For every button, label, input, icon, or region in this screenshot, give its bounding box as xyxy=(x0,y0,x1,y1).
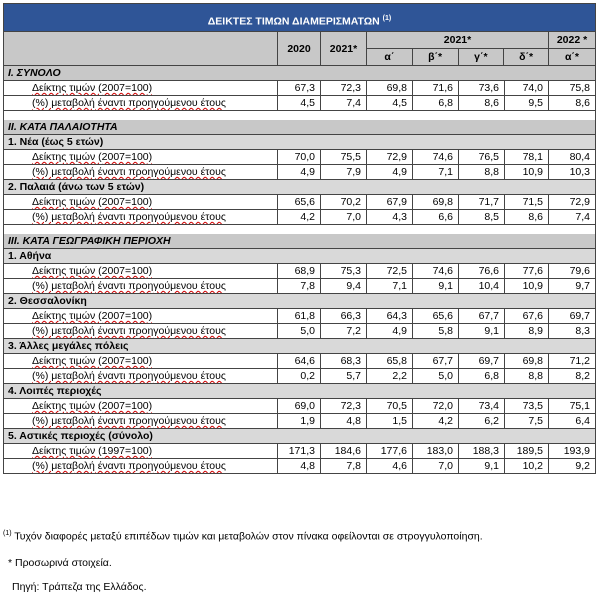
row-label: (%) μεταβολή έναντι προηγούμενου έτους xyxy=(3,369,278,384)
table-cell: 61,8 xyxy=(278,309,321,324)
table-cell: 78,1 xyxy=(505,150,549,165)
table-cell: 71,5 xyxy=(505,195,549,210)
row-label: Δείκτης τιμών (2007=100) xyxy=(3,195,278,210)
header-q2: β΄* xyxy=(413,49,459,66)
table-cell: 7,0 xyxy=(321,210,367,225)
subsection-athens: 1. Αθήνα xyxy=(3,249,596,264)
header-q4: δ΄* xyxy=(519,51,534,63)
table-cell: 67,7 xyxy=(413,354,459,369)
table-cell: 80,4 xyxy=(549,150,596,165)
row-label: (%) μεταβολή έναντι προηγούμενου έτους xyxy=(3,414,278,429)
table-row xyxy=(3,414,596,429)
table-cell: 79,6 xyxy=(549,264,596,279)
table-cell: 9,4 xyxy=(321,279,367,294)
table-cell: 73,5 xyxy=(505,399,549,414)
table-cell: 183,0 xyxy=(413,444,459,459)
table-cell: 8,3 xyxy=(549,324,596,339)
table-row xyxy=(3,150,596,165)
table-cell: 9,1 xyxy=(459,324,505,339)
row-label: (%) μεταβολή έναντι προηγούμενου έτους xyxy=(3,279,278,294)
table-cell: 5,7 xyxy=(321,369,367,384)
table-cell: 4,3 xyxy=(367,210,413,225)
header-q3: γ΄* xyxy=(459,49,505,66)
table-cell: 4,2 xyxy=(413,414,459,429)
table-row xyxy=(3,96,596,111)
footnote-rounding: $^{(1)}$ Τυχόν διαφορές μεταξύ επιπέδων τιμών και μεταβολών στον πίνακα οφείλονται σε στρογγυλοποίηση. xyxy=(3,530,483,543)
table-cell: 7,2 xyxy=(321,324,367,339)
table-cell: 8,8 xyxy=(459,165,505,180)
table-cell: 8,6 xyxy=(459,96,505,111)
table-cell: 8,2 xyxy=(549,369,596,384)
table-cell: 75,3 xyxy=(321,264,367,279)
table-row xyxy=(3,264,596,279)
table-cell: 4,9 xyxy=(367,324,413,339)
row-label: Δείκτης τιμών (2007=100) xyxy=(3,81,278,96)
table-cell: 4,8 xyxy=(278,459,321,474)
table-row xyxy=(3,210,596,225)
table-cell: 189,5 xyxy=(505,444,549,459)
table-row xyxy=(3,354,596,369)
table-cell: 7,9 xyxy=(321,165,367,180)
table-cell: 75,5 xyxy=(321,150,367,165)
footnote-source: Πηγή: Τράπεζα της Ελλάδος. xyxy=(12,581,147,593)
subsection-big-cities: 3. Άλλες μεγάλες πόλεις xyxy=(3,339,596,354)
table-cell: 67,9 xyxy=(367,195,413,210)
table-row xyxy=(3,399,596,414)
table-cell: 5,8 xyxy=(413,324,459,339)
table-cell: 9,5 xyxy=(505,96,549,111)
table-cell: 70,0 xyxy=(278,150,321,165)
table-cell: 7,8 xyxy=(278,279,321,294)
table-row xyxy=(3,195,596,210)
table-cell: 7,4 xyxy=(321,96,367,111)
table-row xyxy=(3,279,596,294)
table-row xyxy=(3,369,596,384)
table-cell: 65,8 xyxy=(367,354,413,369)
table-cell: 64,6 xyxy=(278,354,321,369)
table-cell: 6,6 xyxy=(413,210,459,225)
table-cell: 4,9 xyxy=(278,165,321,180)
table-cell: 72,0 xyxy=(413,399,459,414)
table-cell: 8,9 xyxy=(505,324,549,339)
table-cell: 74,6 xyxy=(413,264,459,279)
table-cell: 193,9 xyxy=(549,444,596,459)
subsection-thessaloniki: 2. Θεσσαλονίκη xyxy=(3,294,596,309)
row-label: Δείκτης τιμών (2007=100) xyxy=(3,354,278,369)
row-label: Δείκτης τιμών (2007=100) xyxy=(3,150,278,165)
table-row xyxy=(3,81,596,96)
table-cell: 10,2 xyxy=(505,459,549,474)
subsection-new: 1. Νέα (έως 5 ετών) xyxy=(3,135,596,150)
table-cell: 1,9 xyxy=(278,414,321,429)
subsection-rest: 4. Λοιπές περιοχές xyxy=(3,384,596,399)
table-cell: 9,2 xyxy=(549,459,596,474)
table-cell: 9,1 xyxy=(459,459,505,474)
table-cell: 67,7 xyxy=(459,309,505,324)
table-cell: 8,6 xyxy=(505,210,549,225)
table-cell: 6,2 xyxy=(459,414,505,429)
table-cell: 6,8 xyxy=(459,369,505,384)
table-title: ΔΕΙΚΤΕΣ ΤΙΜΩΝ ΔΙΑΜΕΡΙΣΜΑΤΩΝ $^{(1)}$ xyxy=(3,3,596,32)
table-cell: 65,6 xyxy=(278,195,321,210)
table-cell: 76,6 xyxy=(459,264,505,279)
table-cell: 6,4 xyxy=(549,414,596,429)
table-cell: 9,7 xyxy=(549,279,596,294)
table-cell: 188,3 xyxy=(459,444,505,459)
table-cell: 70,5 xyxy=(367,399,413,414)
section-age: ΙΙ. ΚΑΤΑ ΠΑΛΑΙΟΤΗΤΑ xyxy=(3,120,596,135)
table-cell: 71,6 xyxy=(413,81,459,96)
table-header xyxy=(3,32,596,66)
table-cell: 177,6 xyxy=(367,444,413,459)
table-cell: 9,1 xyxy=(413,279,459,294)
table-cell: 4,5 xyxy=(367,96,413,111)
header-2022: 2022 * α΄* xyxy=(549,32,596,66)
table-cell: 66,3 xyxy=(321,309,367,324)
row-label: Δείκτης τιμών (2007=100) xyxy=(3,264,278,279)
table-cell: 0,2 xyxy=(278,369,321,384)
table-row xyxy=(3,459,596,474)
table-cell: 75,1 xyxy=(549,399,596,414)
table-cell: 7,0 xyxy=(413,459,459,474)
header-2021-quarters: 2021* α΄ β΄* γ΄* δ΄* xyxy=(367,32,549,66)
table-cell: 10,9 xyxy=(505,165,549,180)
table-cell: 69,7 xyxy=(549,309,596,324)
table-cell: 7,4 xyxy=(549,210,596,225)
row-label: (%) μεταβολή έναντι προηγούμενου έτους xyxy=(3,96,278,111)
section-total: Ι. ΣΥΝΟΛΟ xyxy=(3,66,596,81)
table-cell: 8,6 xyxy=(549,96,596,111)
row-label: Δείκτης τιμών (2007=100) xyxy=(3,399,278,414)
table-cell: 69,7 xyxy=(459,354,505,369)
table-cell: 72,9 xyxy=(367,150,413,165)
table-cell: 72,9 xyxy=(549,195,596,210)
header-q1: α΄ xyxy=(367,49,413,66)
table-cell: 77,6 xyxy=(505,264,549,279)
table-cell: 5,0 xyxy=(278,324,321,339)
table-cell: 7,1 xyxy=(413,165,459,180)
row-label: Δείκτης τιμών (2007=100) xyxy=(3,309,278,324)
table-cell: 65,6 xyxy=(413,309,459,324)
footnote-provisional: * Προσωρινά στοιχεία. xyxy=(8,557,112,569)
table-cell: 68,3 xyxy=(321,354,367,369)
header-2021: 2021* xyxy=(321,32,367,66)
table-cell: 184,6 xyxy=(321,444,367,459)
table-cell: 171,3 xyxy=(278,444,321,459)
table-cell: 74,0 xyxy=(505,81,549,96)
table-cell: 74,6 xyxy=(413,150,459,165)
table-cell: 4,8 xyxy=(321,414,367,429)
header-2020: 2020 xyxy=(278,32,321,66)
table-cell: 69,8 xyxy=(505,354,549,369)
table-cell: 71,2 xyxy=(549,354,596,369)
row-label: (%) μεταβολή έναντι προηγούμενου έτους xyxy=(3,324,278,339)
table-cell: 10,9 xyxy=(505,279,549,294)
price-index-table xyxy=(3,3,596,474)
table-cell: 5,0 xyxy=(413,369,459,384)
row-label: (%) μεταβολή έναντι προηγούμενου έτους xyxy=(3,165,278,180)
table-cell: 73,6 xyxy=(459,81,505,96)
table-cell: 69,0 xyxy=(278,399,321,414)
section-geo: ΙΙΙ. ΚΑΤΑ ΓΕΩΓΡΑΦΙΚΗ ΠΕΡΙΟΧΗ xyxy=(3,234,596,249)
table-cell: 71,7 xyxy=(459,195,505,210)
table-cell: 10,3 xyxy=(549,165,596,180)
table-cell: 68,9 xyxy=(278,264,321,279)
table-cell: 64,3 xyxy=(367,309,413,324)
table-cell: 67,6 xyxy=(505,309,549,324)
table-cell: 4,6 xyxy=(367,459,413,474)
table-cell: 67,3 xyxy=(278,81,321,96)
row-label: (%) μεταβολή έναντι προηγούμενου έτους xyxy=(3,459,278,474)
table-cell: 69,8 xyxy=(367,81,413,96)
table-cell: 4,2 xyxy=(278,210,321,225)
table-cell: 72,5 xyxy=(367,264,413,279)
table-cell: 4,5 xyxy=(278,96,321,111)
table-cell: 7,1 xyxy=(367,279,413,294)
table-cell: 76,5 xyxy=(459,150,505,165)
table-cell: 2,2 xyxy=(367,369,413,384)
table-cell: 8,5 xyxy=(459,210,505,225)
table-cell: 1,5 xyxy=(367,414,413,429)
table-cell: 10,4 xyxy=(459,279,505,294)
table-cell: 73,4 xyxy=(459,399,505,414)
table-cell: 6,8 xyxy=(413,96,459,111)
subsection-urban: 5. Αστικές περιοχές (σύνολο) xyxy=(3,429,596,444)
row-label: Δείκτης τιμών (1997=100) xyxy=(3,444,278,459)
table-row xyxy=(3,324,596,339)
table-cell: 4,9 xyxy=(367,165,413,180)
table-row xyxy=(3,309,596,324)
row-label: (%) μεταβολή έναντι προηγούμενου έτους xyxy=(3,210,278,225)
table-cell: 7,8 xyxy=(321,459,367,474)
table-cell: 72,3 xyxy=(321,81,367,96)
table-cell: 75,8 xyxy=(549,81,596,96)
table-cell: 8,8 xyxy=(505,369,549,384)
table-row xyxy=(3,444,596,459)
table-cell: 7,5 xyxy=(505,414,549,429)
table-cell: 69,8 xyxy=(413,195,459,210)
table-row xyxy=(3,165,596,180)
table-cell: 70,2 xyxy=(321,195,367,210)
subsection-old: 2. Παλαιά (άνω των 5 ετών) xyxy=(3,180,596,195)
table-cell: 72,3 xyxy=(321,399,367,414)
